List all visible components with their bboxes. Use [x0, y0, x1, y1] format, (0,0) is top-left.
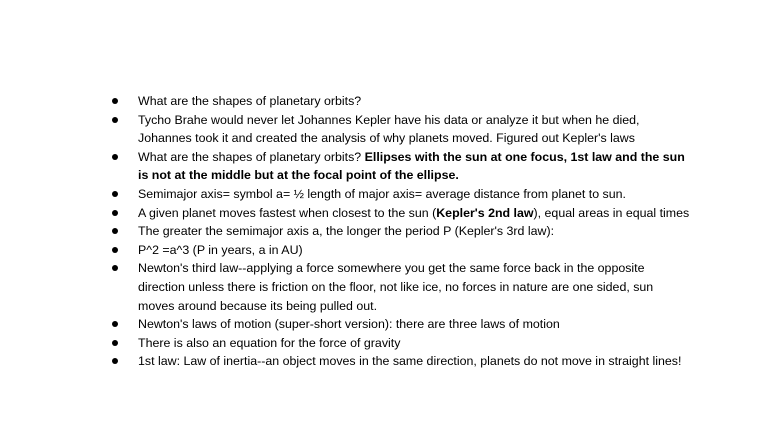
list-item	[112, 222, 692, 241]
list-item	[112, 315, 692, 334]
list-item	[112, 241, 692, 260]
list-item	[112, 334, 692, 353]
item-text-post: ), equal areas in equal times	[533, 205, 690, 220]
bullet-icon	[112, 358, 118, 364]
bullet-icon	[112, 321, 118, 327]
bullet-icon	[112, 210, 118, 216]
bullet-icon	[112, 191, 118, 197]
bullet-icon	[112, 340, 118, 346]
item-text: 1st law: Law of inertia--an object moves in the same direction, planets do not move in straight lines!	[138, 354, 682, 369]
item-text: What are the shapes of planetary orbits?	[138, 149, 365, 164]
list-item	[112, 92, 692, 111]
list-item	[112, 352, 692, 371]
item-text: What are the shapes of planetary orbits?	[138, 94, 362, 108]
list-item	[112, 204, 692, 223]
item-text: Newton's third law--applying a force somewhere you get the same force back in the opposite direction unless there is friction on the floor, not like ice, no forces in nature are one sided, sun moves around because its being pulled out.	[138, 261, 654, 313]
item-text: A given planet moves fastest when closest to the sun (	[138, 205, 437, 220]
bullet-icon	[112, 265, 118, 271]
item-text: P^2 =a^3 (P in years, a in AU)	[138, 242, 303, 257]
item-text: Newton's laws of motion (super-short version): there are three laws of motion	[138, 317, 560, 332]
item-text: Tycho Brahe would never let Johannes Kepler have his data or analyze it but when he died, Johannes took it and created the analysis of why planets moved. Figured out Kepler's laws	[138, 112, 640, 146]
item-text: Semimajor axis= symbol a= ½ length of major axis= average distance from planet to sun.	[138, 186, 626, 201]
item-text: There is also an equation for the force of gravity	[138, 335, 401, 350]
bullet-icon	[112, 154, 118, 160]
item-bold-text: Ellipses with the sun at one focus, 1st law and the sun is not at the middle but at the focal point of the ellipse.	[138, 149, 685, 183]
list-item	[112, 185, 692, 204]
item-bold-text: Kepler's 2nd law	[436, 205, 534, 220]
item-text: The greater the semimajor axis a, the longer the period P (Kepler's 3rd law):	[138, 224, 555, 239]
list-item	[112, 259, 692, 315]
bullet-icon	[112, 98, 118, 104]
bullet-icon	[112, 247, 118, 253]
list-item	[112, 148, 692, 185]
bullet-icon	[112, 117, 118, 123]
notes-list	[112, 92, 692, 371]
bullet-icon	[112, 228, 118, 234]
list-item	[112, 111, 692, 148]
